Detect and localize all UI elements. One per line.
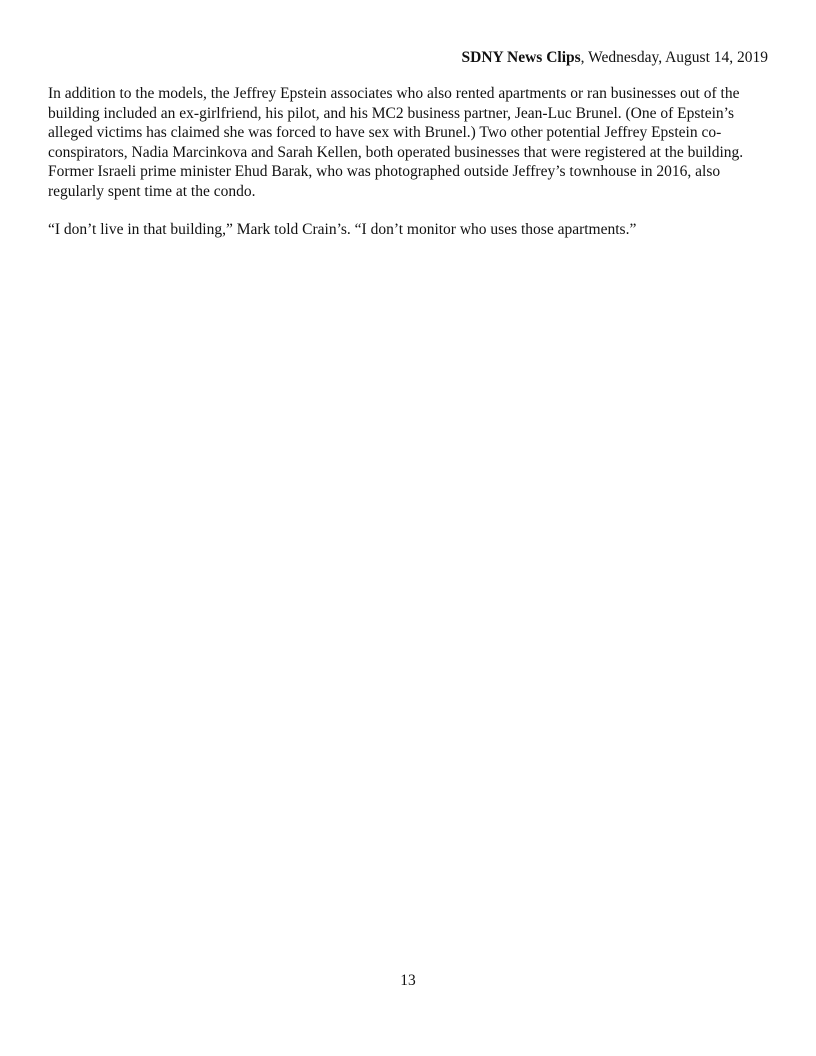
header-separator: , [580,49,589,66]
publication-title: SDNY News Clips [461,49,581,66]
page-header [462,48,768,68]
header-date: Wednesday, August 14, 2019 [588,49,768,66]
paragraph: “I don’t live in that building,” Mark told Crain’s. “I don’t monitor who uses those apartments.” [48,221,637,238]
page-number: 13 [400,972,416,989]
article-body [48,84,770,259]
paragraph: In addition to the models, the Jeffrey Epstein associates who also rented apartments or ran businesses out of the building included an ex-girlfriend, his pilot, and his MC2 business partner, Jean-Luc Brunel. (One of Epstein’s alleged victims has claimed she was forced to have sex with Brunel.) Two other potential Jeffrey Epstein co-conspirators, Nadia Marcinkova and Sarah Kellen, both operated businesses that were registered at the building. Former Israeli prime minister Ehud Barak, who was photographed outside Jeffrey’s townhouse in 2016, also regularly spent time at the condo. [48,85,744,200]
